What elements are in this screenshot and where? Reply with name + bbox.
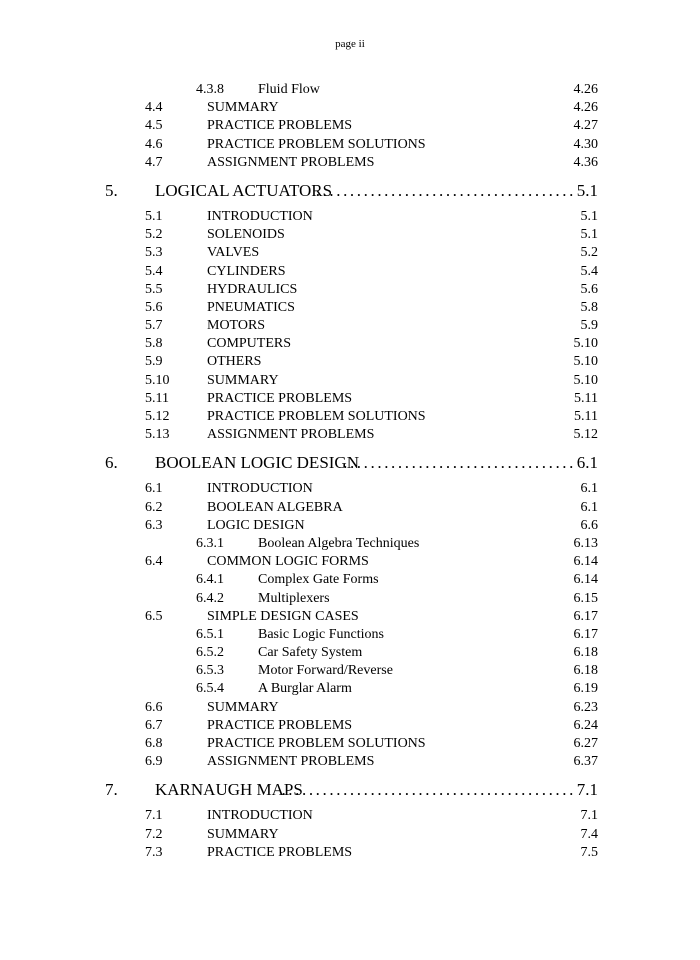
toc-entry-page: 5.8 [580,299,598,315]
table-of-contents [0,81,700,862]
toc-entry-page: 7.5 [580,844,598,860]
toc-section-entry [0,335,700,353]
toc-entry-title: Multiplexers [258,590,330,606]
toc-chapter-entry [0,181,700,201]
toc-entry-number: 5. [105,180,118,200]
toc-entry-title: INTRODUCTION [207,208,313,224]
toc-chapter-entry [0,780,700,800]
toc-entry-page: 5.4 [580,263,598,279]
toc-entry-title: INTRODUCTION [207,808,313,824]
toc-section-entry [0,117,700,135]
toc-entry-page: 4.26 [573,100,598,116]
dot-leader: ........................................... [281,780,576,800]
toc-entry-number: 4.4 [145,100,163,116]
toc-entry-title: VALVES [207,245,260,261]
toc-entry-number: 6.1 [145,481,163,497]
toc-entry-page: 4.30 [573,136,598,152]
toc-entry-page: 5.1 [576,180,598,200]
toc-entry-page: 6.14 [573,554,598,570]
toc-entry-page: 5.11 [574,409,598,424]
toc-section-entry [0,717,700,735]
toc-entry-title: ASSIGNMENT PROBLEMS [207,427,375,443]
toc-entry-page: 6.6 [580,517,598,533]
toc-entry-page: 6.15 [573,590,598,606]
toc-entry-page: 7.1 [576,780,598,800]
toc-entry-number: 6.7 [145,717,163,733]
toc-entry-number: 4.5 [145,118,163,134]
toc-entry-title: Boolean Algebra Techniques [258,535,420,551]
toc-entry-title: Car Safety System [258,645,363,661]
toc-entry-title: SUMMARY [207,100,279,116]
toc-subsection-entry [0,644,700,662]
toc-entry-number: 5.9 [145,354,163,370]
toc-entry-number: 5.11 [145,390,169,406]
toc-subsection-entry [0,662,700,680]
toc-entry-page: 6.13 [573,535,598,551]
toc-entry-title: OTHERS [207,354,262,370]
toc-entry-title: SUMMARY [207,372,279,388]
toc-entry-title: CYLINDERS [207,263,286,279]
toc-entry-title: PRACTICE PROBLEM SOLUTIONS [207,409,426,424]
toc-entry-title: MOTORS [207,318,266,334]
toc-entry-number: 5.2 [145,227,163,243]
toc-section-entry [0,226,700,244]
toc-entry-title: BOOLEAN ALGEBRA [207,499,343,515]
toc-entry-title: BOOLEAN LOGIC DESIGN [155,453,359,473]
page-header: page ii [335,38,365,50]
toc-entry-title: PRACTICE PROBLEMS [207,390,353,406]
dot-leader: .................................. [343,453,576,473]
toc-entry-title: Motor Forward/Reverse [258,663,393,679]
toc-entry-title: ASSIGNMENT PROBLEMS [207,754,375,770]
toc-section-entry [0,807,700,825]
toc-entry-number: 7.1 [145,808,163,824]
toc-section-entry [0,136,700,154]
toc-entry-number: 4.3.8 [196,82,224,97]
toc-entry-title: SUMMARY [207,699,279,715]
toc-entry-title: LOGIC DESIGN [207,517,305,533]
toc-section-entry [0,753,700,771]
toc-entry-page: 5.6 [580,281,598,297]
toc-section-entry [0,317,700,335]
toc-entry-page: 6.1 [576,453,598,473]
toc-entry-page: 4.36 [573,154,598,170]
toc-entry-number: 6.4.1 [196,572,224,588]
toc-entry-page: 6.1 [580,499,598,515]
toc-entry-number: 7.3 [145,844,163,860]
toc-entry-number: 6.4 [145,554,163,570]
toc-entry-title: INTRODUCTION [207,481,313,497]
toc-entry-number: 6.3 [145,517,163,533]
toc-entry-title: COMPUTERS [207,336,292,352]
toc-entry-number: 6. [105,453,118,473]
toc-section-entry [0,735,700,753]
toc-entry-number: 4.6 [145,136,163,152]
toc-subsection-entry [0,626,700,644]
toc-entry-title: Basic Logic Functions [258,626,384,642]
toc-entry-number: 4.7 [145,154,163,170]
toc-entry-page: 6.14 [573,572,598,588]
toc-entry-title: PRACTICE PROBLEM SOLUTIONS [207,136,426,152]
toc-entry-page: 7.4 [580,826,598,842]
toc-entry-number: 5.13 [145,427,170,443]
toc-section-entry [0,353,700,371]
toc-section-entry [0,499,700,517]
toc-entry-title: KARNAUGH MAPS [155,780,303,800]
toc-entry-number: 6.5.4 [196,681,224,697]
toc-entry-title: LOGICAL ACTUATORS [155,180,333,200]
toc-section-entry [0,390,700,408]
toc-section-entry [0,480,700,498]
toc-section-entry [0,99,700,117]
toc-entry-title: PRACTICE PROBLEMS [207,118,353,134]
toc-entry-number: 5.8 [145,336,163,352]
toc-entry-title: COMMON LOGIC FORMS [207,554,369,570]
toc-subsection-entry [0,680,700,698]
toc-entry-number: 6.5.3 [196,663,224,679]
toc-entry-page: 5.12 [573,427,598,443]
toc-section-entry [0,426,700,444]
toc-entry-number: 5.5 [145,281,163,297]
toc-entry-number: 5.1 [145,208,163,224]
toc-entry-number: 6.9 [145,754,163,770]
toc-section-entry [0,372,700,390]
toc-entry-page: 6.37 [573,754,598,770]
toc-entry-number: 5.3 [145,245,163,261]
toc-entry-title: SIMPLE DESIGN CASES [207,608,359,624]
toc-section-entry [0,244,700,262]
toc-entry-page: 4.27 [573,118,598,134]
toc-section-entry [0,608,700,626]
toc-entry-title: Fluid Flow [258,82,320,97]
toc-entry-number: 5.7 [145,318,163,334]
toc-entry-title: ASSIGNMENT PROBLEMS [207,154,375,170]
toc-entry-number: 6.5.2 [196,645,224,661]
toc-section-entry [0,408,700,426]
toc-entry-number: 6.8 [145,736,163,751]
dot-leader: ...................................... [315,180,576,200]
toc-entry-title: Complex Gate Forms [258,572,379,588]
toc-entry-page: 5.9 [580,318,598,334]
toc-entry-title: PRACTICE PROBLEMS [207,717,353,733]
toc-entry-title: PNEUMATICS [207,299,295,315]
toc-section-entry [0,154,700,172]
toc-entry-page: 6.19 [573,681,598,697]
toc-section-entry [0,553,700,571]
toc-entry-page: 6.24 [573,717,598,733]
toc-section-entry [0,517,700,535]
toc-entry-number: 5.12 [145,409,170,424]
toc-entry-number: 5.4 [145,263,163,279]
toc-entry-page: 6.17 [573,626,598,642]
toc-entry-page: 6.27 [573,736,598,751]
toc-entry-number: 6.3.1 [196,535,224,551]
toc-section-entry [0,208,700,226]
toc-entry-page: 5.10 [573,372,598,388]
toc-entry-page: 7.1 [580,808,598,824]
toc-entry-page: 5.10 [573,354,598,370]
toc-entry-title: PRACTICE PROBLEMS [207,844,353,860]
toc-subsection-entry [0,81,700,99]
toc-entry-page: 5.11 [574,390,598,406]
toc-entry-title: SUMMARY [207,826,279,842]
toc-entry-number: 6.2 [145,499,163,515]
toc-section-entry [0,844,700,862]
toc-entry-page: 6.18 [573,645,598,661]
toc-entry-page: 5.1 [580,227,598,243]
toc-entry-number: 6.5.1 [196,626,224,642]
toc-subsection-entry [0,590,700,608]
toc-entry-title: PRACTICE PROBLEM SOLUTIONS [207,736,426,751]
toc-entry-title: HYDRAULICS [207,281,298,297]
toc-entry-page: 5.2 [580,245,598,261]
toc-entry-title: A Burglar Alarm [258,681,352,697]
toc-entry-title: SOLENOIDS [207,227,285,243]
toc-entry-number: 7. [105,780,118,800]
toc-entry-page: 6.1 [580,481,598,497]
toc-section-entry [0,299,700,317]
toc-subsection-entry [0,571,700,589]
toc-entry-page: 6.17 [573,608,598,624]
toc-entry-number: 5.6 [145,299,163,315]
toc-entry-page: 6.18 [573,663,598,679]
toc-entry-number: 6.5 [145,608,163,624]
toc-entry-page: 5.10 [573,336,598,352]
toc-chapter-entry [0,453,700,473]
toc-subsection-entry [0,535,700,553]
toc-entry-page: 4.26 [573,82,598,97]
toc-section-entry [0,263,700,281]
toc-section-entry [0,281,700,299]
toc-section-entry [0,699,700,717]
toc-entry-page: 6.23 [573,699,598,715]
toc-entry-page: 5.1 [580,208,598,224]
toc-section-entry [0,826,700,844]
toc-entry-number: 5.10 [145,372,170,388]
toc-entry-number: 7.2 [145,826,163,842]
toc-entry-number: 6.4.2 [196,590,224,606]
toc-entry-number: 6.6 [145,699,163,715]
